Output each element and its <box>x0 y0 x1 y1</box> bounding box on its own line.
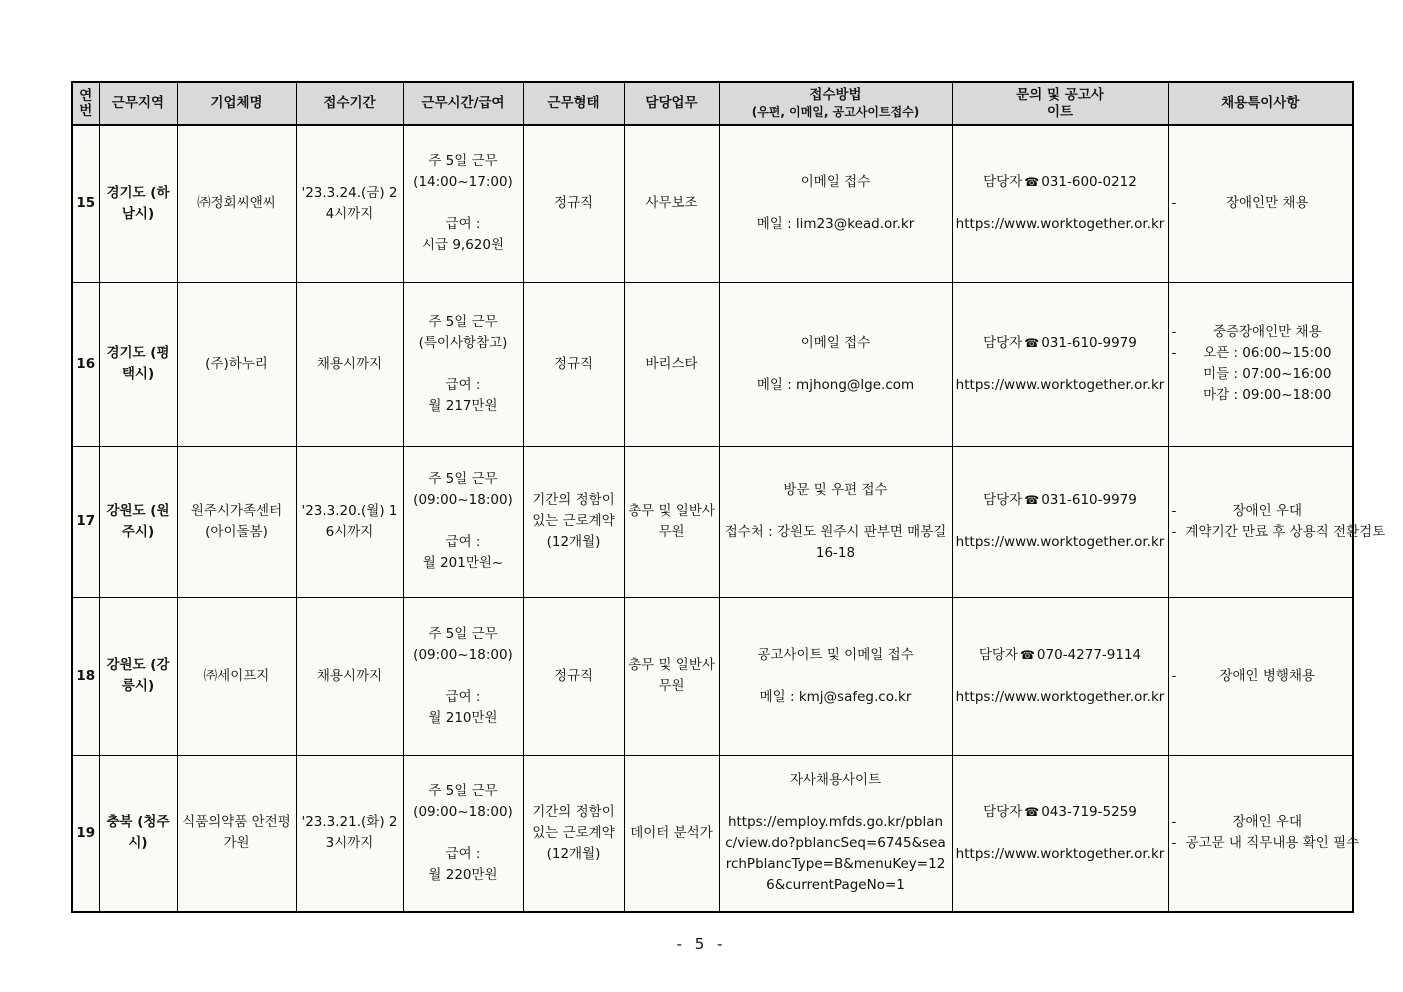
phone-icon: ☎ <box>1024 335 1040 350</box>
pay-amount: 시급 9,620원 <box>421 237 505 254</box>
work-days: 주 5일 근무 <box>428 153 498 170</box>
hours-and-pay <box>403 597 523 755</box>
hiring-notes <box>1168 282 1353 446</box>
header-hours-pay: 근무시간/급여 <box>403 82 523 125</box>
pay-amount: 월 210만원 <box>428 709 498 726</box>
row-number: 16 <box>72 282 99 446</box>
job-duty: 바리스타 <box>624 282 719 446</box>
method-title: 공고사이트 및 이메일 접수 <box>757 646 914 663</box>
note-item: - 계약기간 만료 후 상용직 전환검토 <box>1172 522 1350 543</box>
contact-site-link[interactable]: https://www.worktogether.or.kr <box>955 534 1165 550</box>
phone-icon: ☎ <box>1024 493 1040 507</box>
note-item: - 장애인 우대 <box>1172 501 1350 522</box>
application-method <box>719 282 952 446</box>
table-row <box>72 597 1353 755</box>
work-region: 강원도 (원주시) <box>99 446 177 597</box>
contact-label: 담당자 <box>983 803 1023 820</box>
note-item: - 장애인 우대 <box>1172 812 1350 833</box>
contact-site-link[interactable]: https://www.worktogether.or.kr <box>955 845 1165 862</box>
job-duty: 사무보조 <box>624 125 719 282</box>
pay-amount: 월 201만원~ <box>422 555 504 571</box>
table-row <box>72 125 1353 282</box>
contact-info <box>952 755 1168 912</box>
pay-label: 급여 : <box>445 845 481 862</box>
pay-label: 급여 : <box>445 688 481 705</box>
contact-label: 담당자 <box>983 174 1023 191</box>
note-item: - 공고문 내 직무내용 확인 필수 <box>1172 833 1350 854</box>
note-item: - 장애인 병행채용 <box>1172 666 1350 687</box>
method-detail: 접수처 : 강원도 원주시 판부면 매봉길 16-18 <box>724 523 947 561</box>
header-method-subtitle: (우편, 이메일, 공고사이트접수) <box>751 104 920 119</box>
table-row <box>72 755 1353 912</box>
employment-type: 정규직 <box>523 597 624 755</box>
work-days: 주 5일 근무 <box>428 625 498 642</box>
job-listing-table <box>71 81 1386 913</box>
note-item: - 장애인만 채용 <box>1172 193 1350 214</box>
work-hours: (14:00~17:00) <box>413 174 513 191</box>
hiring-notes <box>1168 446 1386 597</box>
pay-amount: 월 220만원 <box>428 866 498 883</box>
work-days: 주 5일 근무 <box>428 471 498 487</box>
row-number: 17 <box>72 446 99 597</box>
contact-site-link[interactable]: https://www.worktogether.or.kr <box>955 376 1165 393</box>
job-duty: 총무 및 일반사무원 <box>624 446 719 597</box>
company-name: 원주시가족센터 (아이돌봄) <box>177 446 296 597</box>
phone-icon: ☎ <box>1024 175 1040 190</box>
employment-type: 정규직 <box>523 125 624 282</box>
pay-label: 급여 : <box>445 534 481 550</box>
method-title: 방문 및 우편 접수 <box>783 481 888 498</box>
header-method-title: 접수방법 <box>809 86 862 103</box>
employment-type: 정규직 <box>523 282 624 446</box>
contact-info <box>952 597 1168 755</box>
work-hours: (09:00~18:00) <box>413 646 513 663</box>
header-period: 접수기간 <box>296 82 403 125</box>
note-item: - 오픈 : 06:00~15:00 미들 : 07:00~16:00 마감 : 09:00~18:00 <box>1172 343 1350 406</box>
method-detail: 메일 : kmj@safeg.co.kr <box>759 688 912 705</box>
row-number: 15 <box>72 125 99 282</box>
contact-phone: 043-719-5259 <box>1041 803 1137 820</box>
header-duty: 담당업무 <box>624 82 719 125</box>
work-region: 강원도 (강릉시) <box>99 597 177 755</box>
header-region: 근무지역 <box>99 82 177 125</box>
application-period: '23.3.21.(화) 23시까지 <box>296 755 403 912</box>
hiring-notes <box>1168 597 1353 755</box>
contact-phone: 031-600-0212 <box>1041 174 1137 191</box>
application-method <box>719 125 952 282</box>
page-number: - 5 - <box>676 935 727 953</box>
contact-site-link[interactable]: https://www.worktogether.or.kr <box>955 216 1165 233</box>
header-no: 연번 <box>72 82 99 125</box>
contact-phone: 031-610-9979 <box>1041 334 1137 351</box>
hours-and-pay <box>403 446 523 597</box>
method-detail: 메일 : lim23@kead.or.kr <box>756 216 915 233</box>
header-method <box>719 82 952 125</box>
work-days: 주 5일 근무 <box>428 313 498 330</box>
table-row <box>72 282 1353 446</box>
work-region: 충북 (청주시) <box>99 755 177 912</box>
contact-label: 담당자 <box>983 334 1023 351</box>
table-header-row <box>72 82 1353 125</box>
contact-label: 담당자 <box>978 646 1018 663</box>
application-method <box>719 755 952 912</box>
hiring-notes <box>1168 755 1360 912</box>
row-number: 18 <box>72 597 99 755</box>
contact-label: 담당자 <box>983 492 1023 508</box>
header-notes: 채용특이사항 <box>1168 82 1353 125</box>
application-method <box>719 446 952 597</box>
work-hours: (09:00~18:00) <box>413 492 513 508</box>
method-title: 자사채용사이트 <box>789 772 882 789</box>
application-method <box>719 597 952 755</box>
contact-phone: 070-4277-9114 <box>1036 646 1142 663</box>
row-number: 19 <box>72 755 99 912</box>
hours-and-pay <box>403 282 523 446</box>
company-name: ㈜정회씨앤씨 <box>177 125 296 282</box>
pay-label: 급여 : <box>445 216 481 233</box>
contact-info <box>952 282 1168 446</box>
work-hours: (특이사항참고) <box>418 334 508 351</box>
application-period: '23.3.20.(월) 16시까지 <box>296 446 403 597</box>
work-hours: (09:00~18:00) <box>413 803 513 820</box>
job-duty: 총무 및 일반사무원 <box>624 597 719 755</box>
work-region: 경기도 (하남시) <box>99 125 177 282</box>
header-company: 기업체명 <box>177 82 296 125</box>
company-name: ㈜세이프지 <box>177 597 296 755</box>
employment-type: 기간의 정함이 있는 근로계약 (12개월) <box>523 755 624 912</box>
hours-and-pay <box>403 755 523 912</box>
contact-site-link[interactable]: https://www.worktogether.or.kr <box>955 688 1165 705</box>
company-name: (주)하누리 <box>177 282 296 446</box>
hours-and-pay <box>403 125 523 282</box>
header-contact: 문의 및 공고사이트 <box>952 82 1168 125</box>
header-type: 근무형태 <box>523 82 624 125</box>
method-detail: https://employ.mfds.go.kr/pblanc/view.do?pblancSeq=6745&searchPblancType=B&menuKey=126&currentPageNo=1 <box>725 814 946 894</box>
contact-info <box>952 125 1168 282</box>
method-title: 이메일 접수 <box>800 174 871 191</box>
employment-type: 기간의 정함이 있는 근로계약 (12개월) <box>523 446 624 597</box>
work-days: 주 5일 근무 <box>428 782 498 799</box>
method-detail: 메일 : mjhong@lge.com <box>756 376 915 393</box>
pay-label: 급여 : <box>445 376 481 393</box>
application-period: '23.3.24.(금) 24시까지 <box>296 125 403 282</box>
contact-phone: 031-610-9979 <box>1041 492 1137 508</box>
phone-icon: ☎ <box>1019 647 1035 662</box>
application-period: 채용시까지 <box>296 282 403 446</box>
hiring-notes <box>1168 125 1353 282</box>
note-item: - 중증장애인만 채용 <box>1172 322 1350 343</box>
job-duty: 데이터 분석가 <box>624 755 719 912</box>
contact-info <box>952 446 1168 597</box>
phone-icon: ☎ <box>1024 804 1040 819</box>
pay-amount: 월 217만원 <box>428 397 498 414</box>
company-name: 식품의약품 안전평가원 <box>177 755 296 912</box>
table-row <box>72 446 1353 597</box>
method-title: 이메일 접수 <box>800 334 871 351</box>
application-period: 채용시까지 <box>296 597 403 755</box>
work-region: 경기도 (평택시) <box>99 282 177 446</box>
